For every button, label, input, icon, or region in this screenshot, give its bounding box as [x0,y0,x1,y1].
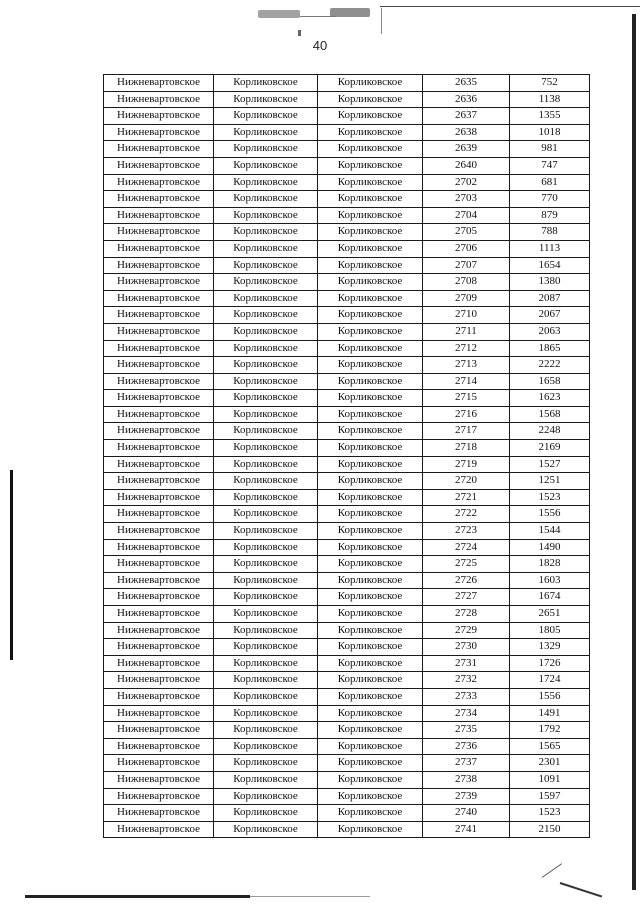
cell-field: Корликовское [318,323,423,340]
cell-region: Нижневартовское [104,224,214,241]
cell-region: Нижневартовское [104,523,214,540]
cell-region: Нижневартовское [104,705,214,722]
cell-value: 1355 [510,108,590,125]
cell-well-number: 2730 [423,639,510,656]
cell-field: Корликовское [318,91,423,108]
cell-region: Нижневартовское [104,274,214,291]
cell-region: Нижневартовское [104,390,214,407]
cell-value: 1674 [510,589,590,606]
table-row [104,240,590,257]
cell-well-number: 2635 [423,75,510,92]
cell-value: 1523 [510,805,590,822]
cell-license-area: Корликовское [214,556,318,573]
cell-field: Корликовское [318,589,423,606]
cell-well-number: 2707 [423,257,510,274]
cell-field: Корликовское [318,307,423,324]
cell-value: 1523 [510,489,590,506]
table-row [104,622,590,639]
cell-region: Нижневартовское [104,556,214,573]
table-row [104,788,590,805]
table-row [104,323,590,340]
table-row [104,722,590,739]
cell-value: 1623 [510,390,590,407]
table-row [104,224,590,241]
cell-region: Нижневартовское [104,572,214,589]
cell-value: 2087 [510,290,590,307]
table-row [104,141,590,158]
cell-field: Корликовское [318,174,423,191]
cell-well-number: 2741 [423,821,510,838]
cell-field: Корликовское [318,406,423,423]
cell-license-area: Корликовское [214,456,318,473]
table-row [104,506,590,523]
cell-value: 1251 [510,473,590,490]
cell-license-area: Корликовское [214,805,318,822]
table-row [104,489,590,506]
cell-value: 1658 [510,373,590,390]
cell-license-area: Корликовское [214,357,318,374]
cell-region: Нижневартовское [104,473,214,490]
cell-region: Нижневартовское [104,821,214,838]
cell-well-number: 2716 [423,406,510,423]
cell-well-number: 2706 [423,240,510,257]
cell-license-area: Корликовское [214,307,318,324]
cell-value: 1556 [510,688,590,705]
cell-value: 681 [510,174,590,191]
table-row [104,639,590,656]
scan-line [300,16,336,17]
cell-value: 788 [510,224,590,241]
cell-value: 747 [510,157,590,174]
table-row [104,207,590,224]
cell-license-area: Корликовское [214,108,318,125]
scan-mark [298,30,301,36]
table-row [104,390,590,407]
cell-field: Корликовское [318,257,423,274]
table-row [104,307,590,324]
cell-license-area: Корликовское [214,141,318,158]
table-row [104,406,590,423]
cell-field: Корликовское [318,473,423,490]
cell-license-area: Корликовское [214,572,318,589]
cell-well-number: 2725 [423,556,510,573]
cell-field: Корликовское [318,440,423,457]
cell-field: Корликовское [318,821,423,838]
table-row [104,340,590,357]
cell-license-area: Корликовское [214,390,318,407]
cell-license-area: Корликовское [214,771,318,788]
cell-well-number: 2638 [423,124,510,141]
scan-line [380,6,640,7]
cell-region: Нижневартовское [104,207,214,224]
cell-region: Нижневартовское [104,323,214,340]
cell-field: Корликовское [318,240,423,257]
cell-well-number: 2737 [423,755,510,772]
cell-region: Нижневартовское [104,357,214,374]
cell-region: Нижневартовское [104,307,214,324]
cell-field: Корликовское [318,357,423,374]
table-row [104,290,590,307]
cell-well-number: 2719 [423,456,510,473]
cell-region: Нижневартовское [104,506,214,523]
cell-license-area: Корликовское [214,738,318,755]
cell-value: 2169 [510,440,590,457]
cell-well-number: 2718 [423,440,510,457]
cell-value: 2301 [510,755,590,772]
cell-value: 1091 [510,771,590,788]
cell-field: Корликовское [318,705,423,722]
table-row [104,357,590,374]
cell-region: Нижневартовское [104,191,214,208]
cell-well-number: 2715 [423,390,510,407]
cell-license-area: Корликовское [214,722,318,739]
cell-value: 1490 [510,539,590,556]
cell-field: Корликовское [318,572,423,589]
cell-well-number: 2727 [423,589,510,606]
cell-well-number: 2720 [423,473,510,490]
table-row [104,191,590,208]
cell-field: Корликовское [318,489,423,506]
table-row [104,606,590,623]
cell-well-number: 2703 [423,191,510,208]
cell-value: 1380 [510,274,590,291]
table-row [104,440,590,457]
cell-field: Корликовское [318,672,423,689]
cell-field: Корликовское [318,622,423,639]
cell-license-area: Корликовское [214,274,318,291]
cell-field: Корликовское [318,141,423,158]
cell-value: 1726 [510,655,590,672]
cell-value: 981 [510,141,590,158]
cell-well-number: 2721 [423,489,510,506]
cell-well-number: 2726 [423,572,510,589]
table-row [104,473,590,490]
cell-value: 2150 [510,821,590,838]
cell-well-number: 2637 [423,108,510,125]
table-row [104,373,590,390]
cell-well-number: 2711 [423,323,510,340]
cell-value: 1597 [510,788,590,805]
cell-region: Нижневартовское [104,688,214,705]
cell-license-area: Корликовское [214,755,318,772]
cell-region: Нижневартовское [104,456,214,473]
cell-region: Нижневартовское [104,771,214,788]
cell-field: Корликовское [318,655,423,672]
scan-smudge [258,10,300,18]
scan-edge-mark [10,470,13,660]
cell-value: 1654 [510,257,590,274]
cell-value: 1724 [510,672,590,689]
cell-value: 770 [510,191,590,208]
cell-value: 1603 [510,572,590,589]
cell-well-number: 2704 [423,207,510,224]
cell-license-area: Корликовское [214,406,318,423]
cell-license-area: Корликовское [214,174,318,191]
cell-region: Нижневартовское [104,373,214,390]
cell-value: 2248 [510,423,590,440]
table-row [104,821,590,838]
cell-field: Корликовское [318,373,423,390]
cell-well-number: 2731 [423,655,510,672]
table-row [104,771,590,788]
cell-license-area: Корликовское [214,473,318,490]
cell-license-area: Корликовское [214,373,318,390]
page-number: 40 [312,38,328,53]
cell-region: Нижневартовское [104,157,214,174]
cell-license-area: Корликовское [214,91,318,108]
table-row [104,672,590,689]
scan-line [25,895,250,898]
cell-license-area: Корликовское [214,705,318,722]
cell-license-area: Корликовское [214,639,318,656]
cell-well-number: 2732 [423,672,510,689]
cell-region: Нижневартовское [104,406,214,423]
cell-well-number: 2713 [423,357,510,374]
cell-value: 2651 [510,606,590,623]
cell-well-number: 2729 [423,622,510,639]
cell-license-area: Корликовское [214,655,318,672]
cell-region: Нижневартовское [104,738,214,755]
cell-region: Нижневартовское [104,639,214,656]
table-row [104,755,590,772]
cell-region: Нижневартовское [104,655,214,672]
cell-region: Нижневартовское [104,489,214,506]
cell-license-area: Корликовское [214,606,318,623]
cell-region: Нижневартовское [104,622,214,639]
cell-field: Корликовское [318,539,423,556]
cell-value: 1568 [510,406,590,423]
cell-well-number: 2734 [423,705,510,722]
cell-region: Нижневартовское [104,606,214,623]
cell-value: 1527 [510,456,590,473]
cell-region: Нижневартовское [104,91,214,108]
cell-region: Нижневартовское [104,722,214,739]
cell-well-number: 2728 [423,606,510,623]
cell-field: Корликовское [318,290,423,307]
cell-field: Корликовское [318,506,423,523]
table-row [104,556,590,573]
cell-value: 1138 [510,91,590,108]
cell-well-number: 2738 [423,771,510,788]
cell-well-number: 2702 [423,174,510,191]
cell-field: Корликовское [318,75,423,92]
cell-license-area: Корликовское [214,489,318,506]
cell-well-number: 2723 [423,523,510,540]
cell-field: Корликовское [318,224,423,241]
scan-mark [542,863,562,878]
cell-field: Корликовское [318,788,423,805]
table-body [104,75,590,838]
cell-value: 1113 [510,240,590,257]
cell-field: Корликовское [318,207,423,224]
cell-license-area: Корликовское [214,191,318,208]
table-row [104,174,590,191]
table-row [104,456,590,473]
cell-value: 1865 [510,340,590,357]
cell-license-area: Корликовское [214,124,318,141]
cell-well-number: 2724 [423,539,510,556]
cell-field: Корликовское [318,274,423,291]
cell-region: Нижневартовское [104,340,214,357]
cell-value: 1544 [510,523,590,540]
cell-well-number: 2708 [423,274,510,291]
cell-field: Корликовское [318,688,423,705]
table-row [104,91,590,108]
cell-well-number: 2705 [423,224,510,241]
cell-region: Нижневартовское [104,788,214,805]
cell-region: Нижневартовское [104,539,214,556]
cell-license-area: Корликовское [214,423,318,440]
cell-field: Корликовское [318,722,423,739]
cell-field: Корликовское [318,191,423,208]
cell-well-number: 2736 [423,738,510,755]
cell-field: Корликовское [318,755,423,772]
cell-region: Нижневартовское [104,240,214,257]
cell-value: 1565 [510,738,590,755]
cell-field: Корликовское [318,340,423,357]
table-row [104,572,590,589]
cell-license-area: Корликовское [214,323,318,340]
cell-field: Корликовское [318,124,423,141]
scan-line [250,896,370,897]
cell-value: 2067 [510,307,590,324]
cell-region: Нижневартовское [104,257,214,274]
cell-field: Корликовское [318,639,423,656]
cell-field: Корликовское [318,108,423,125]
cell-value: 1329 [510,639,590,656]
cell-well-number: 2639 [423,141,510,158]
cell-value: 879 [510,207,590,224]
cell-value: 1828 [510,556,590,573]
cell-license-area: Корликовское [214,523,318,540]
cell-license-area: Корликовское [214,506,318,523]
cell-region: Нижневартовское [104,75,214,92]
cell-field: Корликовское [318,390,423,407]
cell-field: Корликовское [318,805,423,822]
cell-well-number: 2722 [423,506,510,523]
cell-value: 752 [510,75,590,92]
cell-license-area: Корликовское [214,207,318,224]
cell-field: Корликовское [318,157,423,174]
cell-well-number: 2714 [423,373,510,390]
cell-region: Нижневартовское [104,423,214,440]
scan-edge-border [632,14,636,890]
cell-well-number: 2636 [423,91,510,108]
table-row [104,257,590,274]
scan-smudge [330,8,370,17]
table-row [104,423,590,440]
cell-well-number: 2717 [423,423,510,440]
cell-license-area: Корликовское [214,75,318,92]
cell-value: 1491 [510,705,590,722]
cell-region: Нижневартовское [104,124,214,141]
cell-well-number: 2709 [423,290,510,307]
data-table [103,74,590,838]
cell-license-area: Корликовское [214,821,318,838]
cell-well-number: 2712 [423,340,510,357]
cell-field: Корликовское [318,738,423,755]
cell-well-number: 2710 [423,307,510,324]
cell-value: 1805 [510,622,590,639]
cell-region: Нижневартовское [104,440,214,457]
table-row [104,539,590,556]
table-row [104,738,590,755]
cell-license-area: Корликовское [214,157,318,174]
table-row [104,157,590,174]
cell-well-number: 2739 [423,788,510,805]
cell-value: 2063 [510,323,590,340]
cell-region: Нижневартовское [104,589,214,606]
cell-field: Корликовское [318,771,423,788]
cell-license-area: Корликовское [214,672,318,689]
cell-license-area: Корликовское [214,440,318,457]
cell-well-number: 2640 [423,157,510,174]
table-row [104,124,590,141]
cell-well-number: 2740 [423,805,510,822]
cell-region: Нижневартовское [104,805,214,822]
scan-line [381,8,382,34]
cell-region: Нижневартовское [104,672,214,689]
cell-region: Нижневартовское [104,755,214,772]
cell-license-area: Корликовское [214,340,318,357]
table-row [104,108,590,125]
cell-license-area: Корликовское [214,539,318,556]
table-row [104,274,590,291]
cell-region: Нижневартовское [104,174,214,191]
scan-mark [560,882,602,897]
table-row [104,75,590,92]
table-container [103,74,590,838]
cell-field: Корликовское [318,456,423,473]
table-row [104,523,590,540]
cell-value: 1556 [510,506,590,523]
cell-license-area: Корликовское [214,290,318,307]
cell-license-area: Корликовское [214,257,318,274]
cell-well-number: 2733 [423,688,510,705]
table-row [104,655,590,672]
cell-field: Корликовское [318,556,423,573]
cell-well-number: 2735 [423,722,510,739]
cell-license-area: Корликовское [214,589,318,606]
cell-license-area: Корликовское [214,224,318,241]
table-row [104,589,590,606]
cell-license-area: Корликовское [214,240,318,257]
cell-region: Нижневартовское [104,108,214,125]
table-row [104,805,590,822]
cell-license-area: Корликовское [214,622,318,639]
cell-field: Корликовское [318,423,423,440]
cell-region: Нижневартовское [104,141,214,158]
cell-license-area: Корликовское [214,788,318,805]
cell-region: Нижневартовское [104,290,214,307]
cell-license-area: Корликовское [214,688,318,705]
table-row [104,688,590,705]
cell-field: Корликовское [318,606,423,623]
table-row [104,705,590,722]
cell-value: 1018 [510,124,590,141]
cell-value: 2222 [510,357,590,374]
cell-value: 1792 [510,722,590,739]
cell-field: Корликовское [318,523,423,540]
